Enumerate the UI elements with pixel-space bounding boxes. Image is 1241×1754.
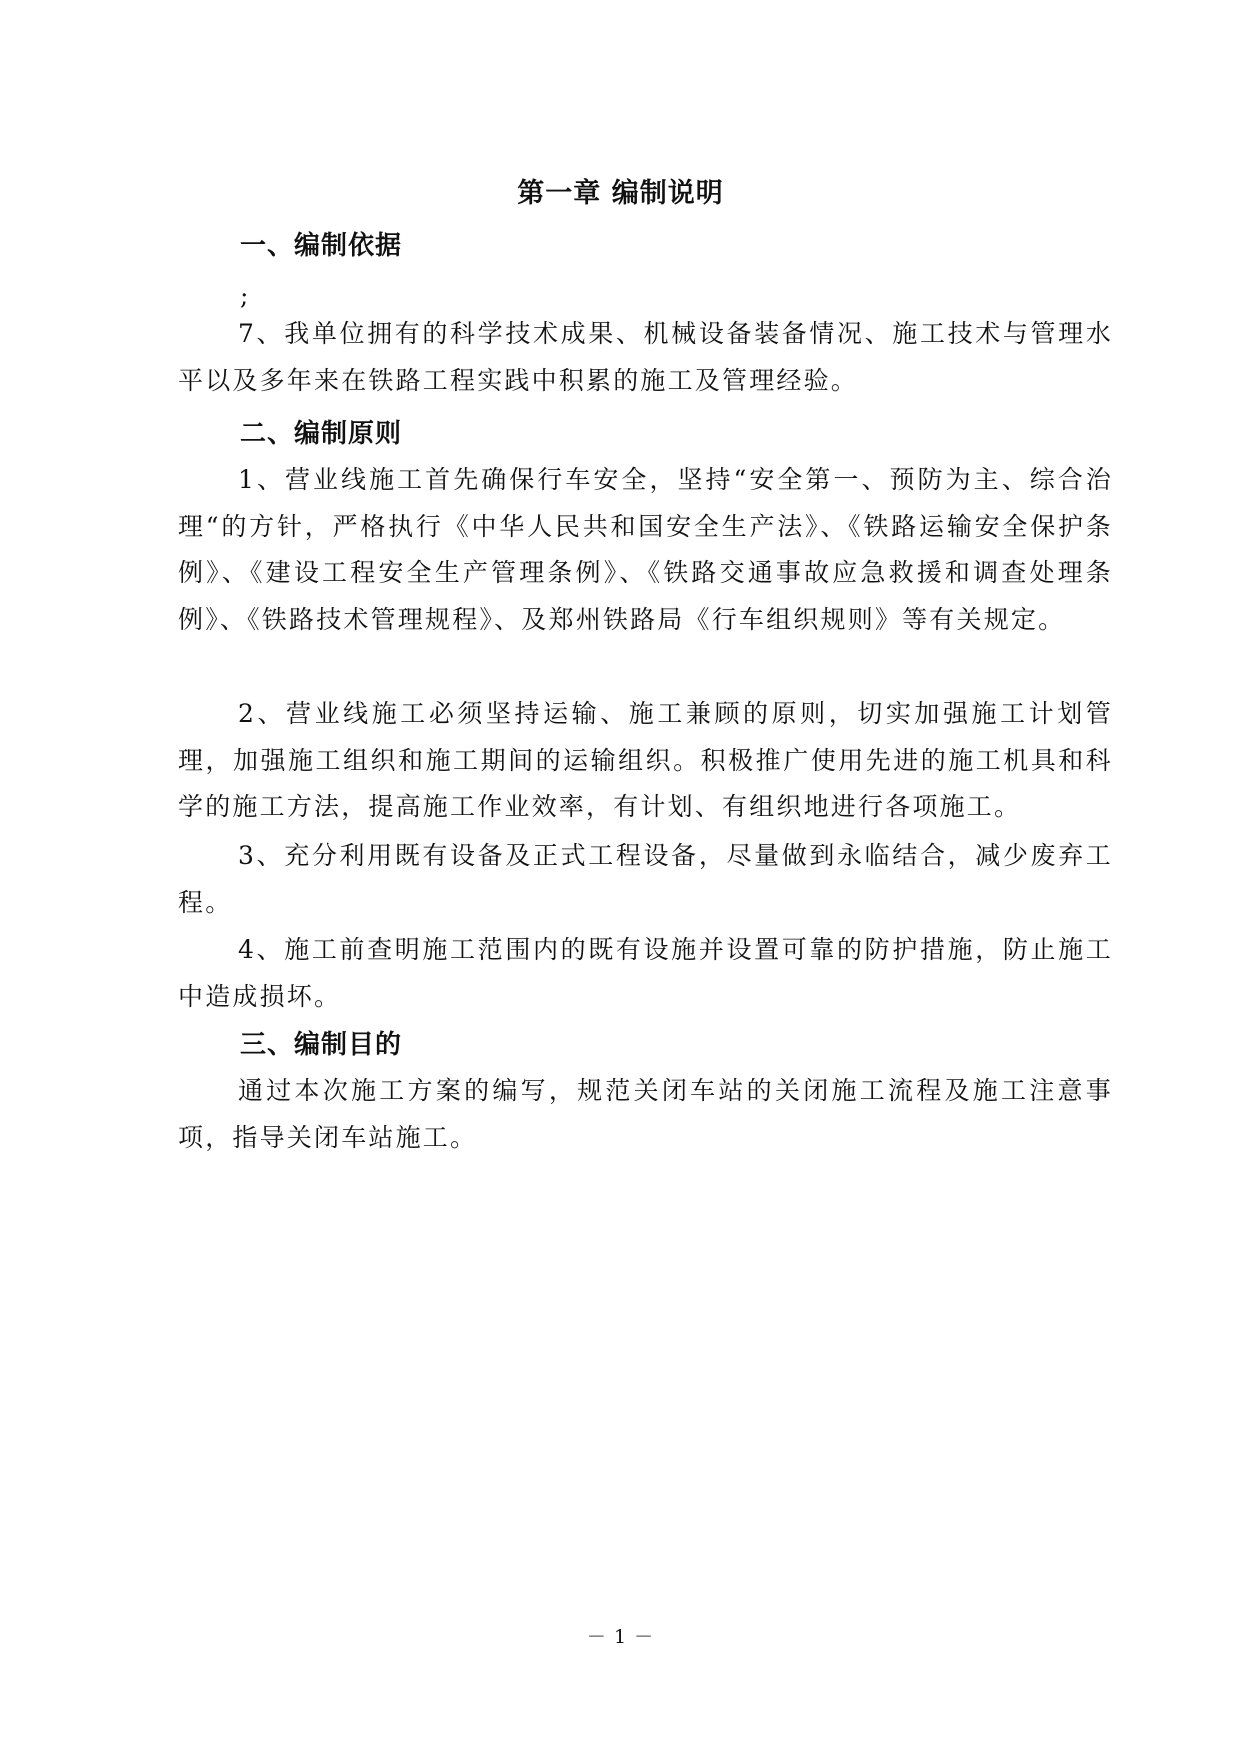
section-heading-purpose: 三、编制目的 xyxy=(240,1030,403,1060)
principle-paragraph-3: 3、充分利用既有设备及正式工程设备，尽量做到永临结合，减少废弃工程。 xyxy=(178,841,1113,917)
principle-paragraph-1: 1、营业线施工首先确保行车安全，坚持“安全第一、预防为主、综合治理“的方针，严格执行《中华人民共和国安全生产法》、《铁路运输安全保护条例》、《建设工程安全生产管理条例》、《铁路交通事故应急救援和调查处理条例》、《铁路技术管理规程》、及郑州铁路局《行车组织规则》等有关规定。 xyxy=(178,465,1113,634)
basis-paragraph-7: 7、我单位拥有的科学技术成果、机械设备装备情况、施工技术与管理水平以及多年来在铁路工程实践中积累的施工及管理经验。 xyxy=(178,319,1113,395)
section-heading-basis: 一、编制依据 xyxy=(240,231,403,261)
chapter-title: 第一章 编制说明 xyxy=(517,178,724,209)
page-number: － 1 － xyxy=(586,1626,655,1648)
basis-fragment: ; xyxy=(240,281,249,310)
section-heading-principles: 二、编制原则 xyxy=(240,419,403,449)
principle-paragraph-2: 2、营业线施工必须坚持运输、施工兼顾的原则，切实加强施工计划管理，加强施工组织和施工期间的运输组织。积极推广使用先进的施工机具和科学的施工方法，提高施工作业效率，有计划、有组织地进行各项施工。 xyxy=(178,699,1113,821)
purpose-paragraph: 通过本次施工方案的编写，规范关闭车站的关闭施工流程及施工注意事项，指导关闭车站施工。 xyxy=(178,1076,1113,1152)
principle-paragraph-4: 4、施工前查明施工范围内的既有设施并设置可靠的防护措施，防止施工中造成损坏。 xyxy=(178,935,1113,1011)
